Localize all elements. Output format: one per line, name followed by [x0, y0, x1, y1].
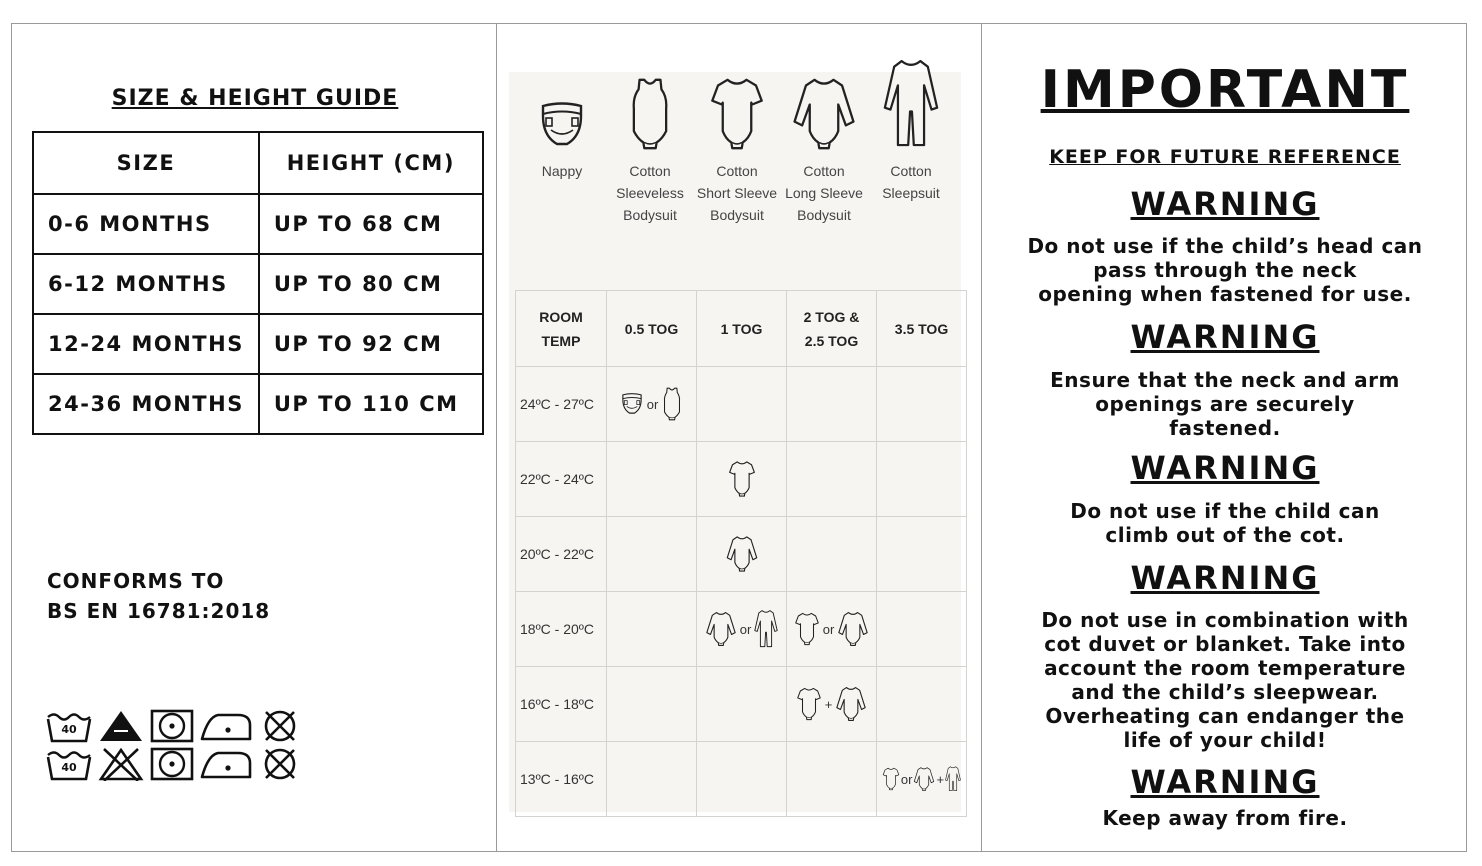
- table-row: [33, 374, 483, 434]
- height-header: HEIGHT (CM): [259, 132, 483, 194]
- short-sleeve-bodysuit-icon: [708, 76, 766, 152]
- sleepsuit-icon: [883, 56, 939, 152]
- height-cell: UP TO 80 CM: [259, 254, 483, 314]
- tog-05-header: 0.5 TOG: [607, 291, 697, 367]
- short-sleeve-bodysuit-icon: [794, 610, 820, 648]
- plus-label: +: [824, 696, 833, 712]
- garment-nappy: [519, 76, 605, 182]
- no-dry-clean-icon: [258, 709, 302, 743]
- warning-text: Do not use in combination with cot duvet or blanket. Take into account the room temperature and the child’s sleepwear. Overheating can endanger the life of your child!: [1041, 608, 1409, 752]
- size-cell: 0-6 MONTHS: [33, 194, 259, 254]
- warning-heading: WARNING: [1130, 559, 1320, 597]
- warning-heading: WARNING: [1130, 449, 1320, 487]
- garment-label: Sleepsuit: [882, 185, 940, 201]
- tumble-dry-icon: [150, 709, 194, 743]
- tog-table: [515, 290, 967, 817]
- table-row: [516, 442, 967, 517]
- table-row: [33, 194, 483, 254]
- temp-cell: 18ºC - 20ºC: [516, 592, 607, 667]
- or-label: or: [646, 396, 659, 412]
- plus-label: +: [936, 771, 945, 787]
- iron-icon: [200, 747, 252, 781]
- tumble-dry-icon: [150, 747, 194, 781]
- size-cell: 6-12 MONTHS: [33, 254, 259, 314]
- table-row: [33, 254, 483, 314]
- garment-label: Bodysuit: [797, 207, 851, 223]
- garment-label: Cotton: [716, 163, 758, 179]
- sleeveless-bodysuit-icon: [625, 76, 675, 152]
- table-row: [516, 667, 967, 742]
- garment-label: Short Sleeve: [696, 185, 778, 201]
- size-guide-panel: [11, 23, 497, 852]
- garment-label: Bodysuit: [710, 207, 764, 223]
- warning-heading: WARNING: [1130, 318, 1320, 356]
- tog-35-header: 3.5 TOG: [877, 291, 967, 367]
- wash-40-icon: [46, 747, 92, 781]
- temp-cell: 16ºC - 18ºC: [516, 667, 607, 742]
- long-sleeve-bodysuit-icon: [837, 610, 869, 648]
- tog-2-header: 2 TOG & 2.5 TOG: [787, 291, 877, 367]
- warning-heading: WARNING: [1130, 185, 1320, 223]
- long-sleeve-bodysuit-icon: [835, 685, 867, 723]
- temp-cell: 24ºC - 27ºC: [516, 367, 607, 442]
- size-cell: 12-24 MONTHS: [33, 314, 259, 374]
- garment-long-sleeve: [781, 76, 867, 226]
- care-row: [46, 709, 316, 743]
- long-sleeve-bodysuit-icon: [789, 76, 859, 152]
- tog-guide-panel: [496, 23, 982, 852]
- short-sleeve-bodysuit-icon: [882, 766, 900, 792]
- garment-sleeveless: [607, 76, 693, 226]
- iron-icon: [200, 709, 252, 743]
- sleepsuit-icon: [754, 608, 778, 650]
- warning-heading: WARNING: [1130, 763, 1320, 801]
- warning-text: Ensure that the neck and arm openings are securely fastened.: [1050, 368, 1400, 440]
- long-sleeve-bodysuit-icon: [725, 535, 759, 573]
- garment-label: Bodysuit: [623, 207, 677, 223]
- size-cell: 24-36 MONTHS: [33, 374, 259, 434]
- garment-label: Cotton: [629, 163, 671, 179]
- long-sleeve-bodysuit-icon: [913, 766, 935, 792]
- size-header: SIZE: [33, 132, 259, 194]
- temp-cell: 22ºC - 24ºC: [516, 442, 607, 517]
- wash-temp-label: 40: [61, 723, 77, 736]
- long-sleeve-bodysuit-icon: [705, 610, 737, 648]
- no-bleach-icon: [98, 747, 144, 781]
- warning-text: Do not use if the child’s head can pass through the neck opening when fastened for use.: [1027, 234, 1423, 306]
- height-cell: UP TO 92 CM: [259, 314, 483, 374]
- conforms-label: CONFORMS TO: [47, 569, 225, 593]
- care-symbols: [46, 709, 316, 785]
- or-label: or: [739, 621, 752, 637]
- bleach-icon: [98, 709, 144, 743]
- standard-number: BS EN 16781:2018: [47, 599, 271, 623]
- short-sleeve-bodysuit-icon: [796, 685, 822, 723]
- room-temp-header: ROOM TEMP: [516, 291, 607, 367]
- table-row: [33, 314, 483, 374]
- tog-1-header: 1 TOG: [697, 291, 787, 367]
- height-cell: UP TO 68 CM: [259, 194, 483, 254]
- garment-label: Cotton: [890, 163, 932, 179]
- sleepsuit-icon: [945, 764, 961, 794]
- important-heading: IMPORTANT: [1040, 60, 1410, 120]
- or-label: or: [900, 771, 913, 787]
- keep-reference-label: KEEP FOR FUTURE REFERENCE: [1049, 146, 1401, 168]
- garment-sleepsuit: [868, 76, 954, 204]
- table-row: [516, 517, 967, 592]
- no-dry-clean-icon: [258, 747, 302, 781]
- warning-text: Do not use if the child can climb out of the cot.: [1070, 499, 1380, 547]
- temp-cell: 20ºC - 22ºC: [516, 517, 607, 592]
- garment-short-sleeve: [694, 76, 780, 226]
- garment-label: Cotton: [803, 163, 845, 179]
- size-guide-title: SIZE & HEIGHT GUIDE: [111, 86, 399, 111]
- table-row: [516, 367, 967, 442]
- height-cell: UP TO 110 CM: [259, 374, 483, 434]
- table-row: [516, 592, 967, 667]
- wash-40-icon: [46, 709, 92, 743]
- size-height-table: [32, 131, 484, 435]
- nappy-icon: [620, 392, 644, 416]
- wash-temp-label: 40: [61, 761, 77, 774]
- garment-label: Long Sleeve: [785, 185, 863, 201]
- short-sleeve-bodysuit-icon: [727, 460, 757, 498]
- garment-label: Nappy: [541, 163, 583, 179]
- nappy-icon: [537, 76, 587, 152]
- or-label: or: [822, 621, 835, 637]
- care-row: [46, 747, 316, 781]
- warnings-panel: [981, 23, 1467, 852]
- warning-text: Keep away from fire.: [1102, 806, 1348, 830]
- temp-cell: 13ºC - 16ºC: [516, 742, 607, 817]
- table-row: [516, 742, 967, 817]
- garment-label: Sleeveless: [616, 185, 684, 201]
- sleeveless-bodysuit-icon: [661, 385, 683, 423]
